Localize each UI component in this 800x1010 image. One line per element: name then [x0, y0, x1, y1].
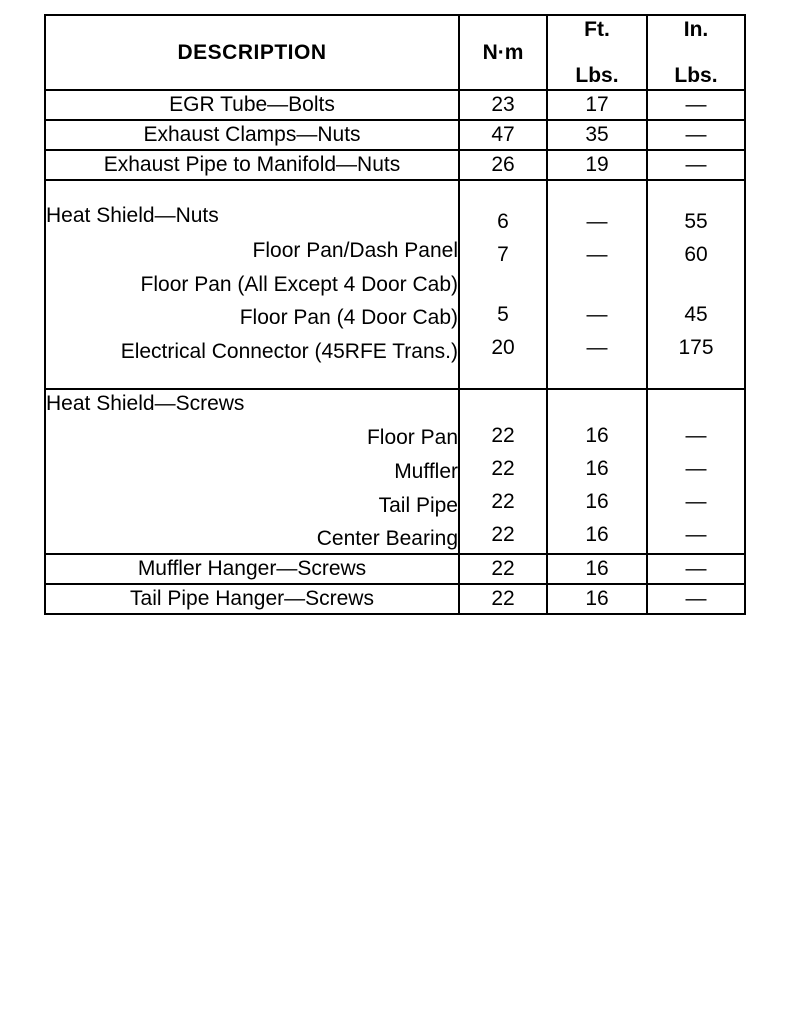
- group-value-nm: 20: [491, 335, 515, 359]
- row-description: Tail Pipe Hanger—Screws: [45, 584, 459, 614]
- group-value-spacer: [460, 395, 546, 422]
- torque-specifications-table: [44, 14, 746, 615]
- row-values-nm-group: [459, 389, 547, 555]
- column-header-inch-pounds: [647, 15, 745, 90]
- table-header-row: [45, 15, 745, 90]
- column-header-ft-lbs-label: Lbs.: [575, 63, 619, 87]
- group-item-label: Tail Pipe: [378, 493, 458, 517]
- row-value-nm: 22: [459, 584, 547, 614]
- group-value-in-lbs: —: [685, 522, 707, 546]
- table-row: [45, 90, 745, 120]
- table-row: [45, 554, 745, 584]
- column-header-ft-label: Ft.: [584, 18, 610, 41]
- group-value-nm: 22: [491, 489, 515, 513]
- group-value-nm: 6: [497, 209, 509, 233]
- group-value-nm: 5: [497, 302, 509, 326]
- column-header-in-lbs-label: Lbs.: [674, 63, 718, 87]
- group-value-in-lbs: 175: [678, 335, 714, 359]
- group-value-ft-lbs: —: [586, 242, 608, 266]
- group-item-label: Electrical Connector (45RFE Trans.): [120, 340, 458, 364]
- row-value-nm: 26: [459, 150, 547, 180]
- row-description: Muffler Hanger—Screws: [45, 554, 459, 584]
- group-value-in-lbs: —: [685, 423, 707, 447]
- group-value-nm: 22: [491, 423, 515, 447]
- row-value-ft-lbs: 35: [547, 120, 647, 150]
- row-description: Exhaust Pipe to Manifold—Nuts: [45, 150, 459, 180]
- column-header-in-label: In.: [683, 18, 709, 41]
- table-row-group: [45, 389, 745, 555]
- table-row: [45, 150, 745, 180]
- row-values-ft-lbs-group: [547, 389, 647, 555]
- group-value-spacer: [548, 395, 646, 422]
- row-values-nm-group: [459, 180, 547, 389]
- group-value-nm: 7: [497, 242, 509, 266]
- table-body: [45, 90, 745, 613]
- group-value-spacer: [648, 181, 744, 208]
- row-description-group: [45, 389, 459, 555]
- row-values-in-lbs-group: [647, 180, 745, 389]
- table-row: [45, 584, 745, 614]
- group-value-nm: 22: [491, 456, 515, 480]
- table-row-group: [45, 180, 745, 389]
- row-value-in-lbs: —: [647, 90, 745, 120]
- row-value-ft-lbs: 16: [547, 554, 647, 584]
- group-value-in-lbs: 60: [684, 242, 708, 266]
- group-value-nm: 22: [491, 522, 515, 546]
- row-value-ft-lbs: 19: [547, 150, 647, 180]
- row-value-in-lbs: —: [647, 120, 745, 150]
- row-value-nm: 47: [459, 120, 547, 150]
- group-value-in-lbs: —: [685, 456, 707, 480]
- column-header-newton-meters: [459, 15, 547, 90]
- group-item-label: Floor Pan/Dash Panel: [252, 239, 458, 263]
- group-title: Heat Shield—Nuts: [46, 204, 219, 228]
- row-values-ft-lbs-group: [547, 180, 647, 389]
- group-value-in-lbs: 45: [684, 302, 708, 326]
- group-value-ft-lbs: 16: [585, 456, 609, 480]
- column-header-foot-pounds: [547, 15, 647, 90]
- row-value-ft-lbs: 17: [547, 90, 647, 120]
- group-value-ft-lbs: —: [586, 209, 608, 233]
- row-value-in-lbs: —: [647, 584, 745, 614]
- row-value-nm: 22: [459, 554, 547, 584]
- column-header-description: DESCRIPTION: [45, 15, 459, 90]
- row-value-nm: 23: [459, 90, 547, 120]
- group-value-spacer: [460, 181, 546, 208]
- group-item-label: Muffler: [394, 460, 458, 484]
- group-item-label: Center Bearing: [316, 527, 458, 551]
- group-item-label: Floor Pan: [366, 426, 458, 450]
- group-value-ft-lbs: —: [586, 302, 608, 326]
- group-value-ft-lbs: —: [586, 335, 608, 359]
- row-value-ft-lbs: 16: [547, 584, 647, 614]
- group-value-spacer: [548, 181, 646, 208]
- group-value-in-lbs: 55: [684, 209, 708, 233]
- group-item-label: Floor Pan (4 Door Cab): [239, 306, 458, 330]
- row-value-in-lbs: —: [647, 554, 745, 584]
- row-description: Exhaust Clamps—Nuts: [45, 120, 459, 150]
- row-description-group: [45, 180, 459, 389]
- group-value-ft-lbs: 16: [585, 522, 609, 546]
- row-value-in-lbs: —: [647, 150, 745, 180]
- group-value-in-lbs: —: [685, 489, 707, 513]
- group-title: Heat Shield—Screws: [46, 391, 245, 415]
- group-value-ft-lbs: 16: [585, 489, 609, 513]
- group-value-spacer: [648, 395, 744, 422]
- group-item-label: Floor Pan (All Except 4 Door Cab): [140, 272, 458, 296]
- table-row: [45, 120, 745, 150]
- row-values-in-lbs-group: [647, 389, 745, 555]
- row-description: EGR Tube—Bolts: [45, 90, 459, 120]
- column-header-nm-label: N·m: [482, 40, 524, 64]
- group-value-ft-lbs: 16: [585, 423, 609, 447]
